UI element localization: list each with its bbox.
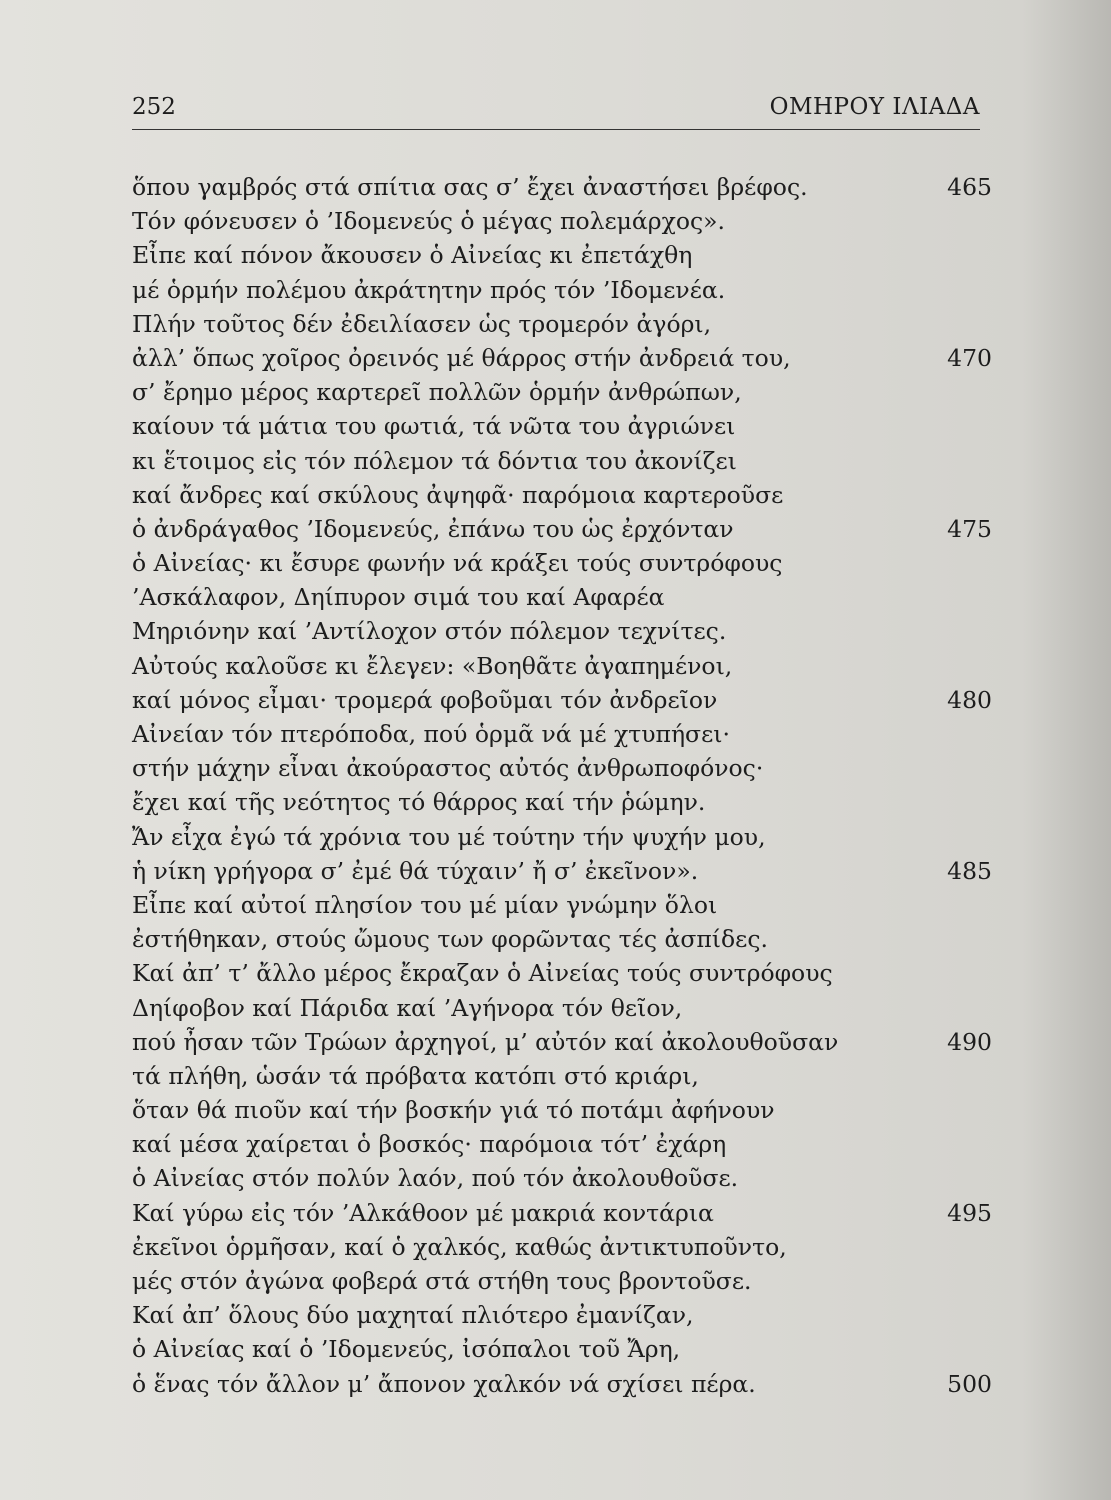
verse-text: καί μέσα χαίρεται ὁ βοσκός· παρόμοια τότ’ ἐχάρη bbox=[132, 1130, 727, 1159]
verse-text: καί ἄνδρες καί σκύλους ἀψηφᾶ· παρόμοια καρτεροῦσε bbox=[132, 480, 784, 509]
verse-number: 475 bbox=[947, 514, 992, 543]
verse-text: ὁ Αἰνείας· κι ἔσυρε φωνήν νά κράξει τούς συντρόφους bbox=[132, 549, 783, 578]
verse-text: μέ ὁρμήν πολέμου ἀκράτητην πρός τόν ’Ιδομενέα. bbox=[132, 275, 726, 304]
verse-number: 485 bbox=[947, 856, 992, 885]
verse-text: Εἶπε καί αὐτοί πλησίον του μέ μίαν γνώμην ὅλοι bbox=[132, 890, 718, 919]
verse-text: ἐκεῖνοι ὁρμῆσαν, καί ὁ χαλκός, καθώς ἀντικτυποῦντο, bbox=[132, 1232, 787, 1261]
verse-text: ὁ Αἰνείας στόν πολύν λαόν, πού τόν ἀκολουθοῦσε. bbox=[132, 1164, 739, 1193]
verse-line bbox=[132, 1127, 992, 1161]
verse-text: κι ἕτοιμος εἰς τόν πόλεμον τά δόντια του ἀκονίζει bbox=[132, 446, 737, 475]
verse-line bbox=[132, 820, 992, 854]
verse-text: Πλήν τοῦτος δέν ἐδειλίασεν ὡς τρομερόν ἀγόρι, bbox=[132, 309, 712, 338]
verse-text: ὁ ἀνδράγαθος ’Ιδομενεύς, ἐπάνω του ὡς ἐρχόνταν bbox=[132, 514, 734, 543]
verse-line bbox=[132, 991, 992, 1025]
verse-text: ὁ Αἰνείας καί ὁ ’Ιδομενεύς, ἰσόπαλοι τοῦ Ἄρη, bbox=[132, 1335, 681, 1364]
verse-line bbox=[132, 273, 992, 307]
verse-line bbox=[132, 478, 992, 512]
verse-text: Καί ἀπ’ ὅλους δύο μαχηταί πλιότερο ἐμανίζαν, bbox=[132, 1301, 694, 1330]
verse-number: 495 bbox=[947, 1198, 992, 1227]
verse-text: σ’ ἔρημο μέρος καρτερεῖ πολλῶν ὁρμήν ἀνθρώπων, bbox=[132, 378, 742, 407]
verse-number: 465 bbox=[947, 173, 992, 201]
verse-line bbox=[132, 717, 992, 751]
header-rule bbox=[132, 129, 980, 130]
verse-line bbox=[132, 1025, 992, 1059]
verse-line bbox=[132, 614, 992, 648]
verse-line bbox=[132, 1298, 992, 1332]
verse-line bbox=[132, 751, 992, 785]
verse-number: 470 bbox=[947, 343, 992, 372]
verse-line bbox=[132, 1332, 992, 1366]
verse-text: καίουν τά μάτια του φωτιά, τά νῶτα του ἀγριώνει bbox=[132, 412, 736, 441]
verse-text: Μηριόνην καί ’Αντίλοχον στόν πόλεμον τεχνίτες. bbox=[132, 617, 727, 646]
verse-line bbox=[132, 341, 992, 375]
verse-line bbox=[132, 580, 992, 614]
verse-line bbox=[132, 785, 992, 819]
verse-text: καί μόνος εἶμαι· τρομερά φοβοῦμαι τόν ἀνδρεῖον bbox=[132, 685, 718, 714]
verse-line bbox=[132, 170, 992, 204]
verse-line bbox=[132, 888, 992, 922]
verse-line bbox=[132, 649, 992, 683]
verse-text: Αἰνείαν τόν πτερόποδα, πού ὁρμᾶ νά μέ χτυπήσει· bbox=[132, 720, 730, 748]
verse-line bbox=[132, 409, 992, 443]
verse-text: ’Ασκάλαφον, Δηίπυρον σιμά του καί Αφαρέα bbox=[132, 583, 665, 612]
verse-text: ἐστήθηκαν, στούς ὤμους των φορῶντας τές ἀσπίδες. bbox=[132, 925, 768, 954]
verse-number: 500 bbox=[947, 1369, 992, 1398]
verse-line bbox=[132, 854, 992, 888]
verse-line bbox=[132, 683, 992, 717]
verse-line bbox=[132, 1196, 992, 1230]
verse-line bbox=[132, 1059, 992, 1093]
verse-text: Αὐτούς καλοῦσε κι ἔλεγεν: «Βοηθᾶτε ἀγαπημένοι, bbox=[132, 651, 733, 680]
verse-line bbox=[132, 1093, 992, 1127]
verse-line bbox=[132, 1367, 992, 1401]
verse-text: ἔχει καί τῆς νεότητος τό θάρρος καί τήν ῥώμην. bbox=[132, 788, 706, 817]
verse-number: 480 bbox=[947, 685, 992, 714]
verse-text: Ἄν εἶχα ἐγώ τά χρόνια του μέ τούτην τήν ψυχήν μου, bbox=[132, 822, 766, 851]
verse-line bbox=[132, 1161, 992, 1195]
verse-line bbox=[132, 307, 992, 341]
verse-text: ἀλλ’ ὅπως χοῖρος ὀρεινός μέ θάρρος στήν ἀνδρειά του, bbox=[132, 343, 791, 372]
verse-text: τά πλήθη, ὡσάν τά πρόβατα κατόπι στό κριάρι, bbox=[132, 1061, 699, 1090]
verse-text: στήν μάχην εἶναι ἀκούραστος αὐτός ἀνθρωποφόνος· bbox=[132, 754, 764, 783]
verse-text: Εἶπε καί πόνον ἄκουσεν ὁ Αἰνείας κι ἐπετάχθη bbox=[132, 241, 693, 270]
page-number: 252 bbox=[132, 94, 176, 120]
verse-text: Τόν φόνευσεν ὁ ’Ιδομενεύς ὁ μέγας πολεμάρχος». bbox=[132, 207, 726, 236]
verse-text: μές στόν ἀγώνα φοβερά στά στήθη τους βροντοῦσε. bbox=[132, 1267, 752, 1295]
verse-line bbox=[132, 1264, 992, 1298]
verse-list bbox=[132, 170, 992, 1401]
verse-text: ὁ ἕνας τόν ἄλλον μ’ ἄπονον χαλκόν νά σχίσει πέρα. bbox=[132, 1369, 756, 1398]
verse-line bbox=[132, 956, 992, 990]
verse-text: ἡ νίκη γρήγορα σ’ ἐμέ θά τύχαιν’ ἤ σ’ ἐκεῖνον». bbox=[132, 856, 699, 885]
verse-number: 490 bbox=[947, 1027, 992, 1056]
verse-line bbox=[132, 444, 992, 478]
verse-line bbox=[132, 546, 992, 580]
verse-line bbox=[132, 375, 992, 409]
verse-text: Καί γύρω εἰς τόν ’Αλκάθοον μέ μακριά κοντάρια bbox=[132, 1198, 714, 1227]
verse-line bbox=[132, 922, 992, 956]
verse-line bbox=[132, 1230, 992, 1264]
verse-line bbox=[132, 512, 992, 546]
running-title: ΟΜΗΡΟΥ ΙΛΙΑΔΑ bbox=[769, 94, 980, 120]
verse-text: ὅπου γαμβρός στά σπίτια σας σ’ ἔχει ἀναστήσει βρέφος. bbox=[132, 173, 808, 201]
verse-line bbox=[132, 204, 992, 238]
verse-text: πού ἦσαν τῶν Τρώων ἀρχηγοί, μ’ αὐτόν καί ἀκολουθοῦσαν bbox=[132, 1027, 839, 1056]
verse-text: Καί ἀπ’ τ’ ἄλλο μέρος ἔκραζαν ὁ Αἰνείας τούς συντρόφους bbox=[132, 959, 833, 988]
page-header bbox=[132, 94, 980, 124]
verse-text: Δηίφοβον καί Πάριδα καί ’Αγήνορα τόν θεῖον, bbox=[132, 993, 683, 1022]
verse-line bbox=[132, 238, 992, 272]
verse-text: ὅταν θά πιοῦν καί τήν βοσκήν γιά τό ποτάμι ἀφήνουν bbox=[132, 1096, 775, 1125]
